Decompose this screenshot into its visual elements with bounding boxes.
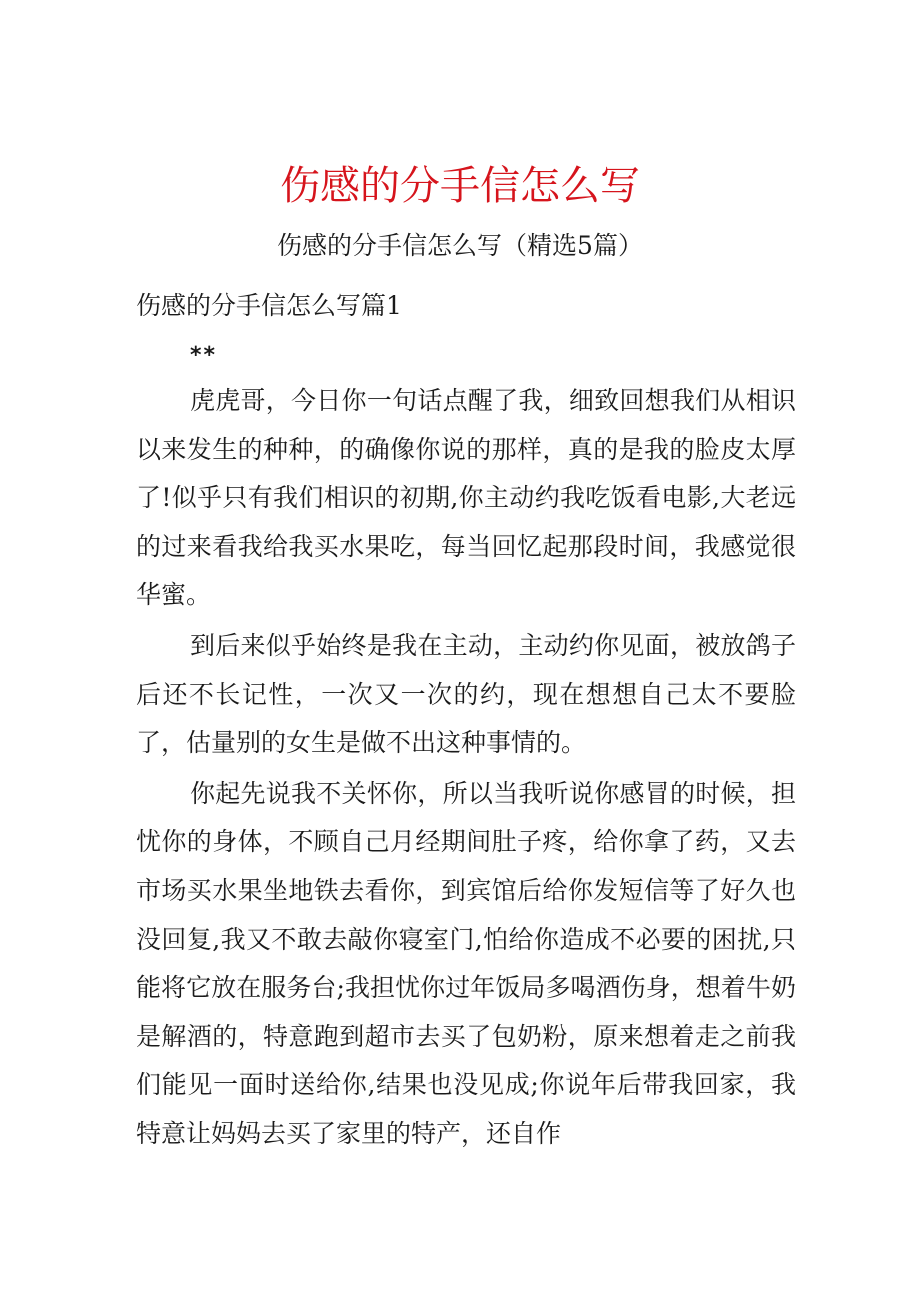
letter-salutation: ** (190, 343, 218, 368)
paragraph-3: 你起先说我不关怀你，所以当我听说你感冒的时候，担忧你的身体，不顾自己月经期间肚子疼，给你拿了药，又去市场买水果坐地铁去看你，到宾馆后给你发短信等了好久也没回复,我又不敢去敲你寝室门,怕给你造成不必要的困扰,只能将它放在服务台;我担忧你过年饭局多喝酒伤身，想着牛奶是解酒的，特意跑到超市去买了包奶粉，原来想着走之前我们能见一面时送给你,结果也没见成;你说年后带我回家，我特意让妈妈去买了家里的特产，还自作 (136, 778, 796, 1148)
document-title: 伤感的分手信怎么写 (280, 163, 640, 209)
paragraph-1: 虎虎哥，今日你一句话点醒了我，细致回想我们从相识以来发生的种种，的确像你说的那样，真的是我的脸皮太厚了!似乎只有我们相识的初期,你主动约我吃饭看电影,大老远的过来看我给我买水果吃，每当回忆起那段时间，我感觉很华蜜。 (136, 386, 796, 610)
section-heading: 伤感的分手信怎么写篇1 (136, 291, 402, 320)
letter-body (136, 377, 796, 1159)
document-subtitle: 伤感的分手信怎么写（精选5篇） (277, 231, 643, 260)
paragraph-2: 到后来似乎始终是我在主动，主动约你见面，被放鸽子后还不长记性，一次又一次的约，现在想想自己太不要脸了，估量别的女生是做不出这种事情的。 (136, 630, 796, 758)
